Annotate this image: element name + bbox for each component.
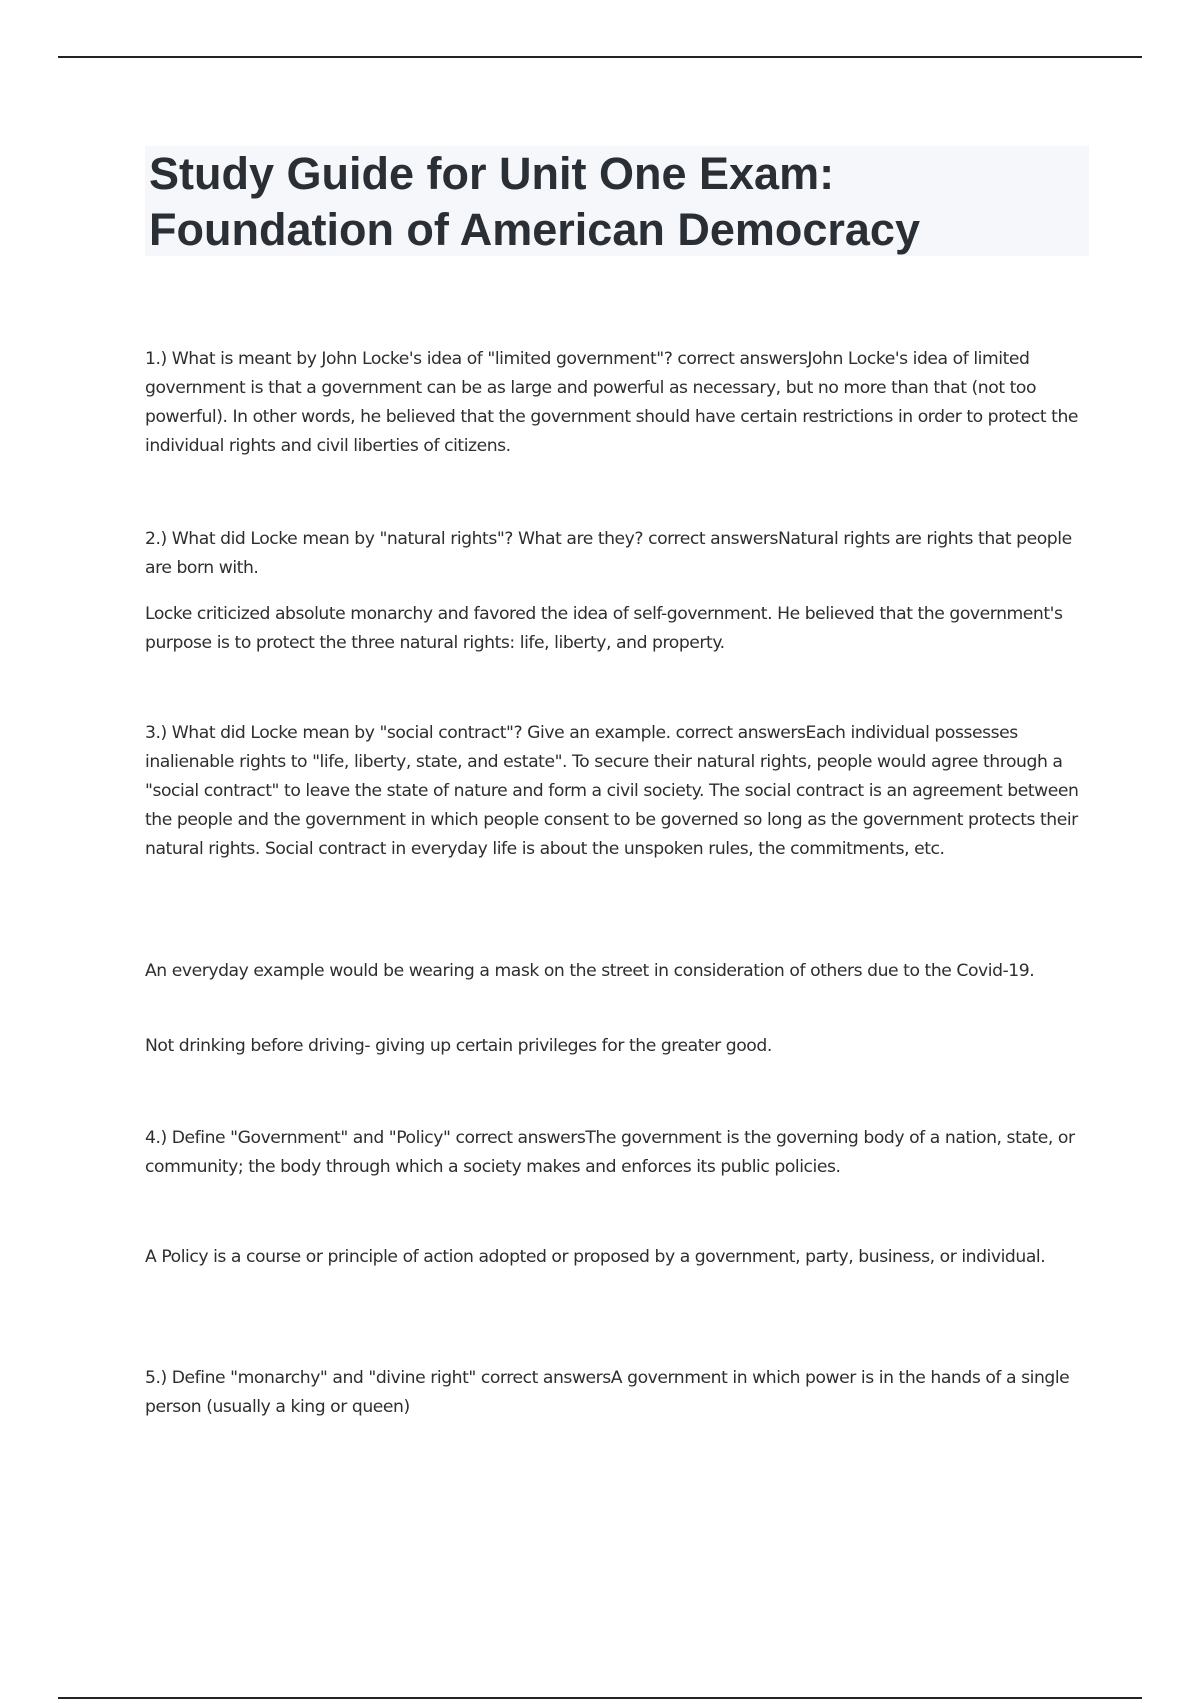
title-line-1: Study Guide for Unit One Exam:: [149, 148, 835, 199]
title-line-2: Foundation of American Democracy: [149, 204, 920, 255]
document-title: [145, 146, 1089, 256]
question-2-followup-paragraph: Locke criticized absolute monarchy and favored the idea of self-government. He believed that the government's purpose is to protect the three natural rights: life, liberty, and property.: [145, 604, 1063, 653]
question-3-example-paragraph: An everyday example would be wearing a mask on the street in consideration of others due to the Covid-19.: [145, 961, 1035, 981]
question-1-paragraph: 1.) What is meant by John Locke's idea of "limited government"? correct answersJohn Locke's idea of limited government is that a government can be as large and powerful as necessary, but no more than that (not too powerful). In other words, he believed that the government should have certain restrictions in order to protect the individual rights and civil liberties of citizens.: [145, 349, 1079, 456]
question-4-followup-paragraph: A Policy is a course or principle of action adopted or proposed by a government, party, business, or individual.: [145, 1247, 1046, 1267]
question-3-paragraph: 3.) What did Locke mean by "social contract"? Give an example. correct answersEach individual possesses inalienable rights to "life, liberty, state, and estate". To secure their natural rights, people would agree through a "social contract" to leave the state of nature and form a civil society. The social contract is an agreement between the people and the government in which people consent to be governed so long as the government protects their natural rights. Social contract in everyday life is about the unspoken rules, the commitments, etc.: [145, 723, 1079, 859]
question-3-example-2-paragraph: Not drinking before driving- giving up certain privileges for the greater good.: [145, 1036, 772, 1056]
question-2-paragraph: 2.) What did Locke mean by "natural rights"? What are they? correct answersNatural rights are rights that people are born with.: [145, 529, 1072, 578]
question-5-paragraph: 5.) Define "monarchy" and "divine right" correct answersA government in which power is in the hands of a single person (usually a king or queen): [145, 1368, 1070, 1417]
bottom-divider: [58, 1697, 1142, 1699]
question-4-paragraph: 4.) Define "Government" and "Policy" correct answersThe government is the governing body of a nation, state, or community; the body through which a society makes and enforces its public policies.: [145, 1128, 1075, 1177]
top-divider: [58, 56, 1142, 58]
